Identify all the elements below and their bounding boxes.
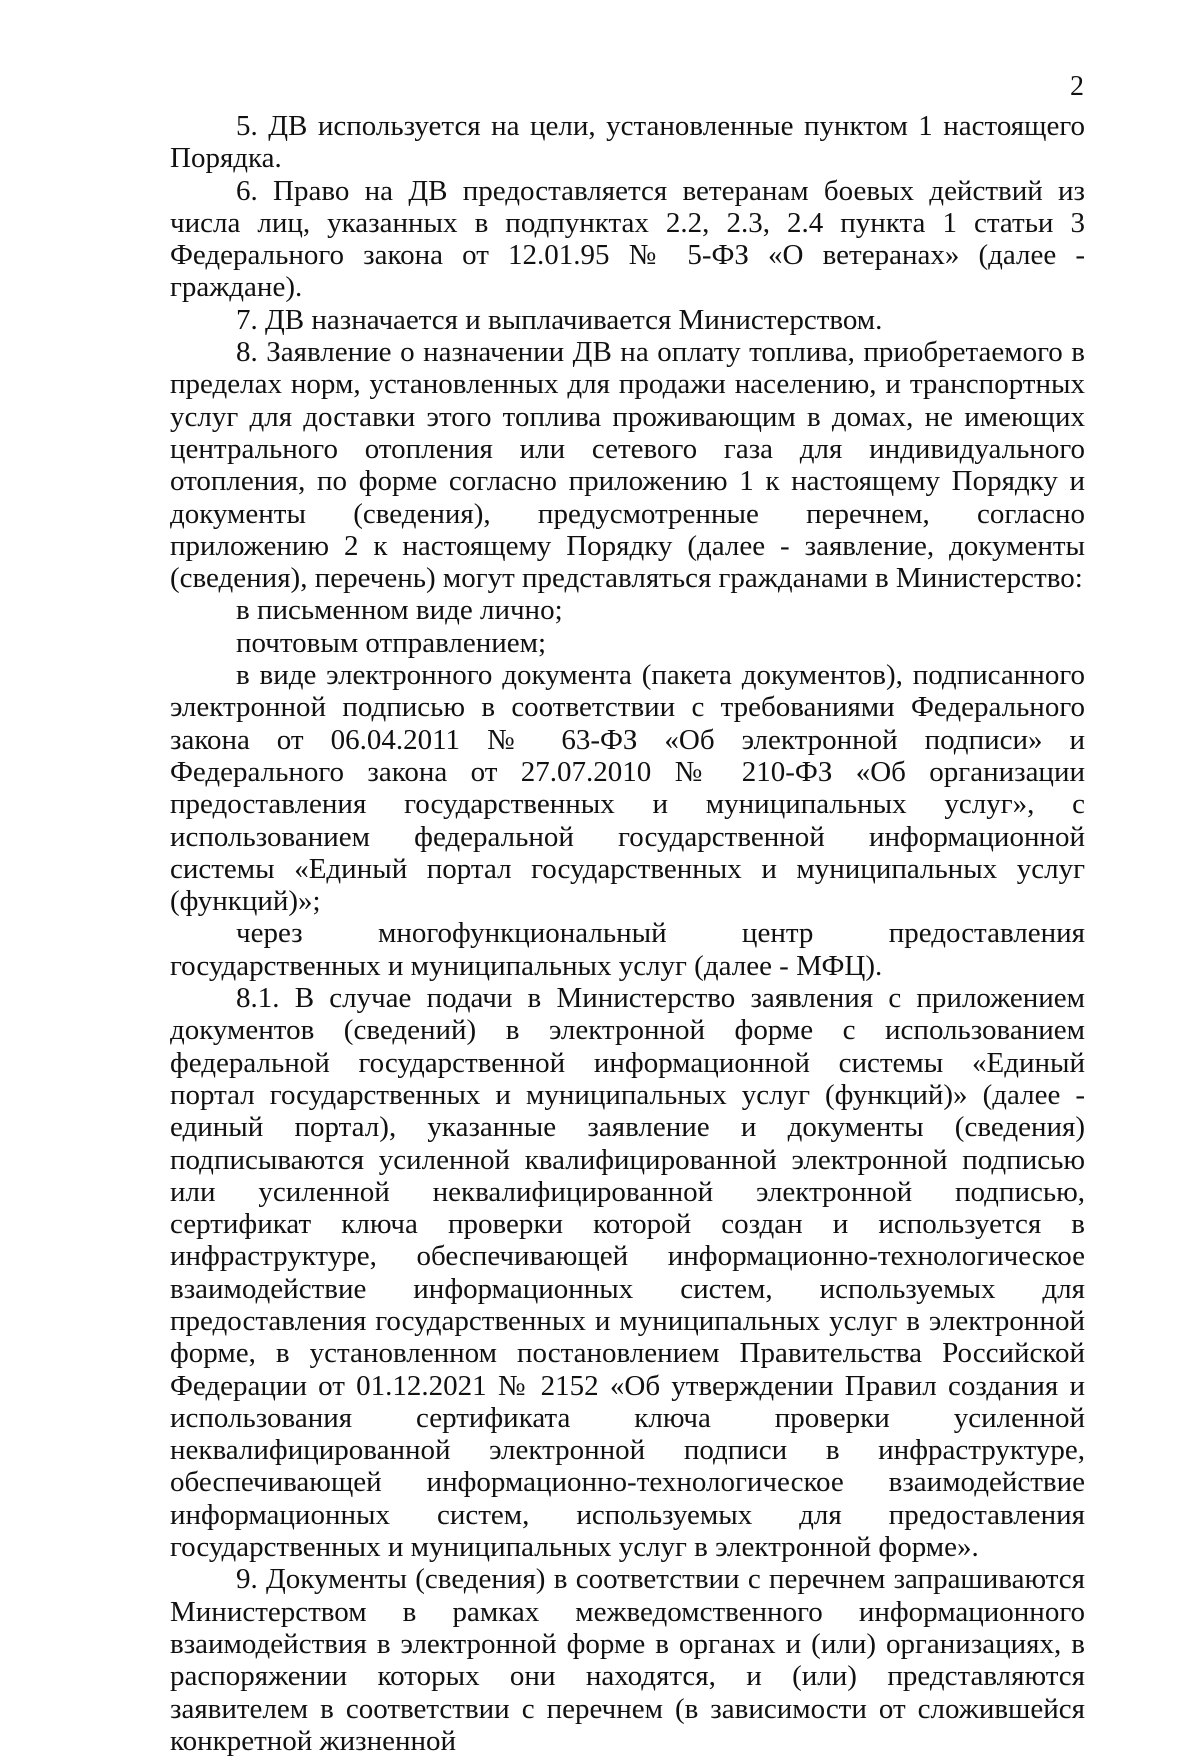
submission-method-in-person: в письменном виде лично;	[236, 594, 563, 627]
paragraph-5: 5. ДВ используется на цели, установленные пунктом 1 настоящего Порядка.	[170, 110, 1085, 175]
paragraph-8-1: 8.1. В случае подачи в Министерство заявления с приложением документов (сведений) в электронной форме с использованием федеральной государственной информационной системы «Единый портал государственных и муниципальных услуг (функций)» (далее - единый портал), указанные заявление и документы (сведения) подписываются усиленной квалифицированной электронной подписью или усиленной неквалифицированной электронной подписью, сертификат ключа проверки которой создан и используется в инфраструктуре, обеспечивающей информационно-технологическое взаимодействие информационных систем, используемых для предоставления государственных и муниципальных услуг в электронной форме, в установленном постановлением Правительства Российской Федерации от 01.12.2021 № 2152 «Об утверждении Правил создания и использования сертификата ключа проверки усиленной неквалифицированной электронной подписи в инфраструктуре, обеспечивающей информационно-технологическое взаимодействие информационных систем, используемых для предоставления государственных и муниципальных услуг в электронной форме».	[170, 982, 1085, 1564]
paragraph-8: 8. Заявление о назначении ДВ на оплату топлива, приобретаемого в пределах норм, установленных для продажи населению, и транспортных услуг для доставки этого топлива проживающим в домах, не имеющих центрального отопления или сетевого газа для индивидуального отопления, по форме согласно приложению 1 к настоящему Порядку и документы (сведения), предусмотренные перечнем, согласно приложению 2 к настоящему Порядку (далее - заявление, документы (сведения), перечень) могут представляться гражданами в Министерство:	[170, 336, 1085, 595]
submission-method-electronic: в виде электронного документа (пакета документов), подписанного электронной подписью в соответствии с требованиями Федерального закона от 06.04.2011 № 63-ФЗ «Об электронной подписи» и Федерального закона от 27.07.2010 № 210-ФЗ «Об организации предоставления государственных и муниципальных услуг», с использованием федеральной государственной информационной системы «Единый портал государственных и муниципальных услуг (функций)»;	[170, 659, 1085, 918]
submission-method-mfc: через многофункциональный центр предоставления государственных и муниципальных услуг (далее - МФЦ).	[170, 917, 1085, 982]
paragraph-7: 7. ДВ назначается и выплачивается Министерством.	[236, 303, 883, 336]
page-number: 2	[1070, 71, 1084, 102]
submission-method-post: почтовым отправлением;	[236, 626, 547, 659]
paragraph-6: 6. Право на ДВ предоставляется ветеранам боевых действий из числа лиц, указанных в подпунктах 2.2, 2.3, 2.4 пункта 1 статьи 3 Федерального закона от 12.01.95 № 5-ФЗ «О ветеранах» (далее - граждане).	[170, 174, 1085, 304]
paragraph-9: 9. Документы (сведения) в соответствии с перечнем запрашиваются Министерством в рамках межведомственного информационного взаимодействия в электронной форме в органах и (или) организациях, в распоряжении которых они находятся, и (или) представляются заявителем в соответствии с перечнем (в зависимости от сложившейся конкретной жизненной	[170, 1563, 1085, 1757]
document-body	[170, 110, 1085, 1757]
